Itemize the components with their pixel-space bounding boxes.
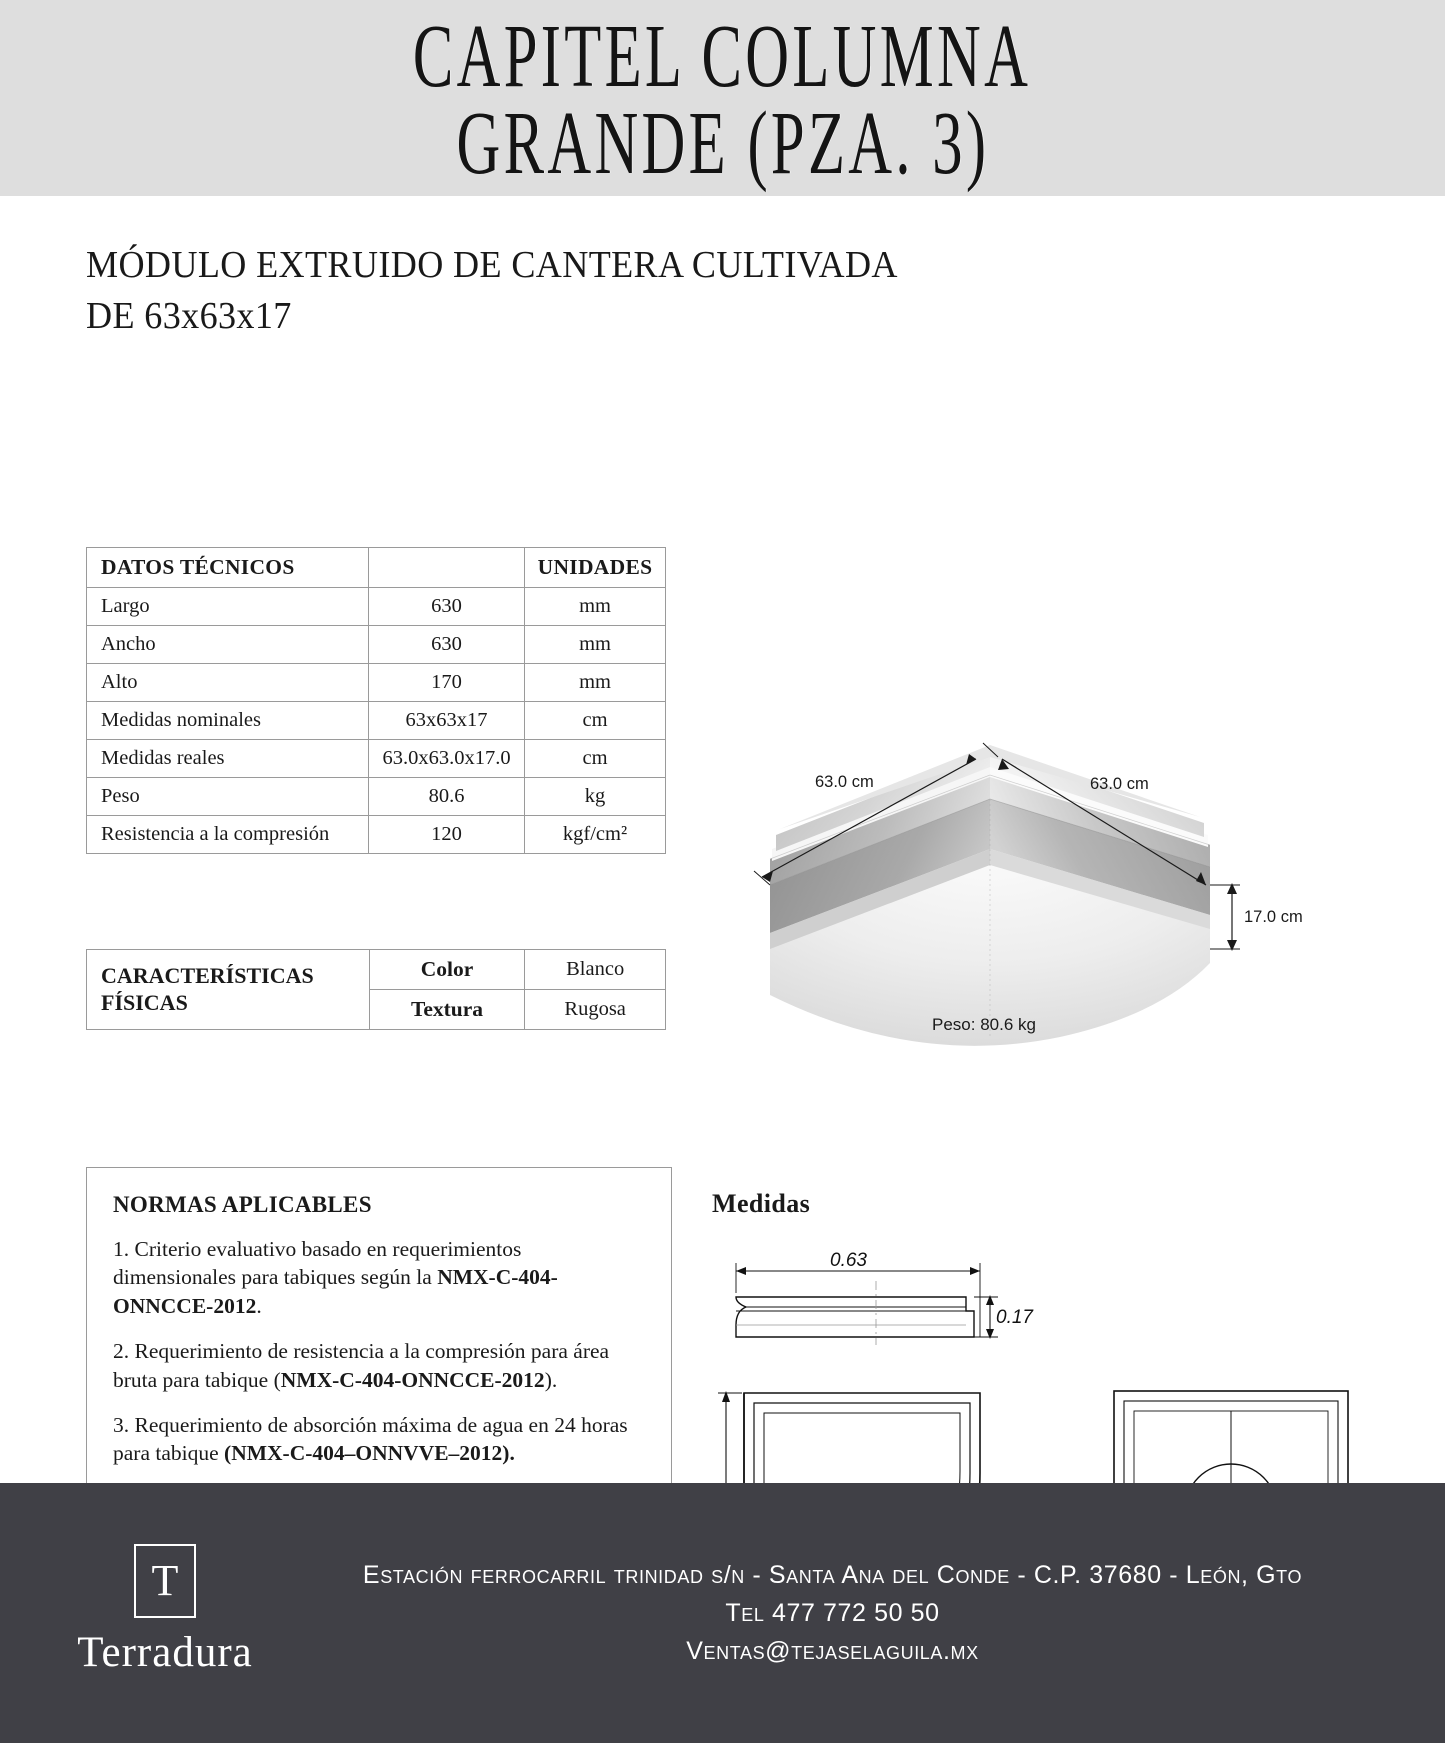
page-title-line1: CAPITEL COLUMNA [413, 7, 1032, 108]
tech-header-value [369, 548, 525, 588]
product-subtitle [86, 240, 1377, 341]
norm-item [113, 1235, 645, 1320]
tech-header-label: DATOS TÉCNICOS [87, 548, 369, 588]
tech-row-unit: mm [525, 626, 666, 664]
measurements-heading: Medidas [712, 1189, 811, 1219]
footer-contact-block [330, 1561, 1445, 1666]
subtitle-line1: MÓDULO EXTRUIDO DE CANTERA CULTIVADA [86, 244, 898, 286]
norm-item [113, 1337, 645, 1394]
logo-letter: T [151, 1555, 179, 1605]
footer-address: Estación ferrocarril trinidad s/n - Santa Ana del Conde - C.P. 37680 - León, Gto [362, 1560, 1303, 1589]
tech-row-value: 630 [369, 626, 525, 664]
tech-row-label: Resistencia a la compresión [87, 816, 369, 854]
elevation-height-label: 0.17 [996, 1307, 1033, 1329]
arrow-head [986, 1295, 994, 1305]
elevation-width-label: 0.63 [830, 1250, 867, 1272]
norm-item [113, 1411, 645, 1468]
table-row [87, 816, 666, 854]
phys-title-line2: FÍSICAS [101, 989, 188, 1015]
norm-text-post: . [256, 1293, 262, 1318]
tech-row-value: 120 [369, 816, 525, 854]
tech-row-label: Largo [87, 588, 369, 626]
table-row [87, 588, 666, 626]
table-row [87, 950, 666, 990]
tech-row-unit: cm [525, 740, 666, 778]
tech-row-label: Ancho [87, 626, 369, 664]
arrow-head [986, 1329, 994, 1339]
tech-row-value: 63.0x63.0x17.0 [369, 740, 525, 778]
physical-characteristics-table [86, 949, 666, 1030]
tech-row-unit: cm [525, 702, 666, 740]
norm-text-pre: 1. Criterio evaluativo basado en requerimientos dimensionales para tabiques según la [113, 1237, 522, 1290]
page-title-line2: GRANDE (PZA. 3) [456, 93, 989, 194]
tech-header-unit: UNIDADES [525, 548, 666, 588]
applicable-norms-box [86, 1167, 672, 1495]
norm-text-pre: 2. Requerimiento de resistencia a la compresión para área bruta para tabique ( [113, 1339, 610, 1392]
dimension-label-left: 63.0 cm [815, 773, 874, 792]
page-footer [0, 1483, 1445, 1743]
tech-row-unit: mm [525, 588, 666, 626]
norm-text-post: ). [544, 1367, 558, 1392]
weight-caption: Peso: 80.6 kg [932, 1015, 1036, 1035]
tech-row-unit: kgf/cm² [525, 816, 666, 854]
elevation-profile [736, 1297, 974, 1337]
table-row [87, 626, 666, 664]
norm-text-pre: 3. Requerimiento de absorción máxima de agua en 24 horas para tabique [113, 1412, 628, 1466]
phys-row-value: Rugosa [525, 990, 666, 1030]
table-row [87, 664, 666, 702]
title-banner [0, 0, 1445, 196]
norm-code: (NMX-C-404–ONNVVE–2012). [224, 1441, 515, 1466]
tech-row-unit: kg [525, 778, 666, 816]
tech-row-label: Peso [87, 778, 369, 816]
norm-code: NMX-C-404-ONNCCE-2012 [280, 1367, 545, 1392]
tech-row-unit: mm [525, 664, 666, 702]
table-row [87, 740, 666, 778]
tech-row-label: Medidas nominales [87, 702, 369, 740]
footer-email: Ventas@tejaselaguila.mx [686, 1636, 979, 1665]
tech-row-value: 630 [369, 588, 525, 626]
tech-row-label: Alto [87, 664, 369, 702]
capital-render-svg [740, 737, 1303, 1057]
logo-monogram-icon [134, 1544, 196, 1618]
phys-row-key: Color [369, 950, 525, 990]
phys-title-line1: CARACTERÍSTICAS [101, 962, 314, 988]
arrow-head [970, 1267, 980, 1275]
phys-row-value: Blanco [525, 950, 666, 990]
tech-row-value: 170 [369, 664, 525, 702]
footer-phone: Tel 477 772 50 50 [725, 1598, 940, 1627]
arrow-head [736, 1267, 746, 1275]
logo-wordmark: Terradura [77, 1628, 253, 1676]
table-row [87, 778, 666, 816]
phys-row-key: Textura [369, 990, 525, 1030]
subtitle-line2: DE 63x63x17 [86, 294, 292, 337]
norms-title: NORMAS APLICABLES [113, 1192, 372, 1218]
company-logo [0, 1544, 330, 1683]
norm-code: NMX-C-404-ONNCCE-2012 [113, 1265, 558, 1318]
table-row [87, 702, 666, 740]
dimension-label-right: 63.0 cm [1090, 775, 1149, 794]
phys-table-title [87, 950, 370, 1030]
dimension-label-height: 17.0 cm [1244, 908, 1303, 927]
tech-row-value: 63x63x17 [369, 702, 525, 740]
product-3d-render [740, 737, 1303, 1057]
table-header-row [87, 548, 666, 588]
tech-row-value: 80.6 [369, 778, 525, 816]
technical-data-table [86, 547, 666, 854]
tech-row-label: Medidas reales [87, 740, 369, 778]
